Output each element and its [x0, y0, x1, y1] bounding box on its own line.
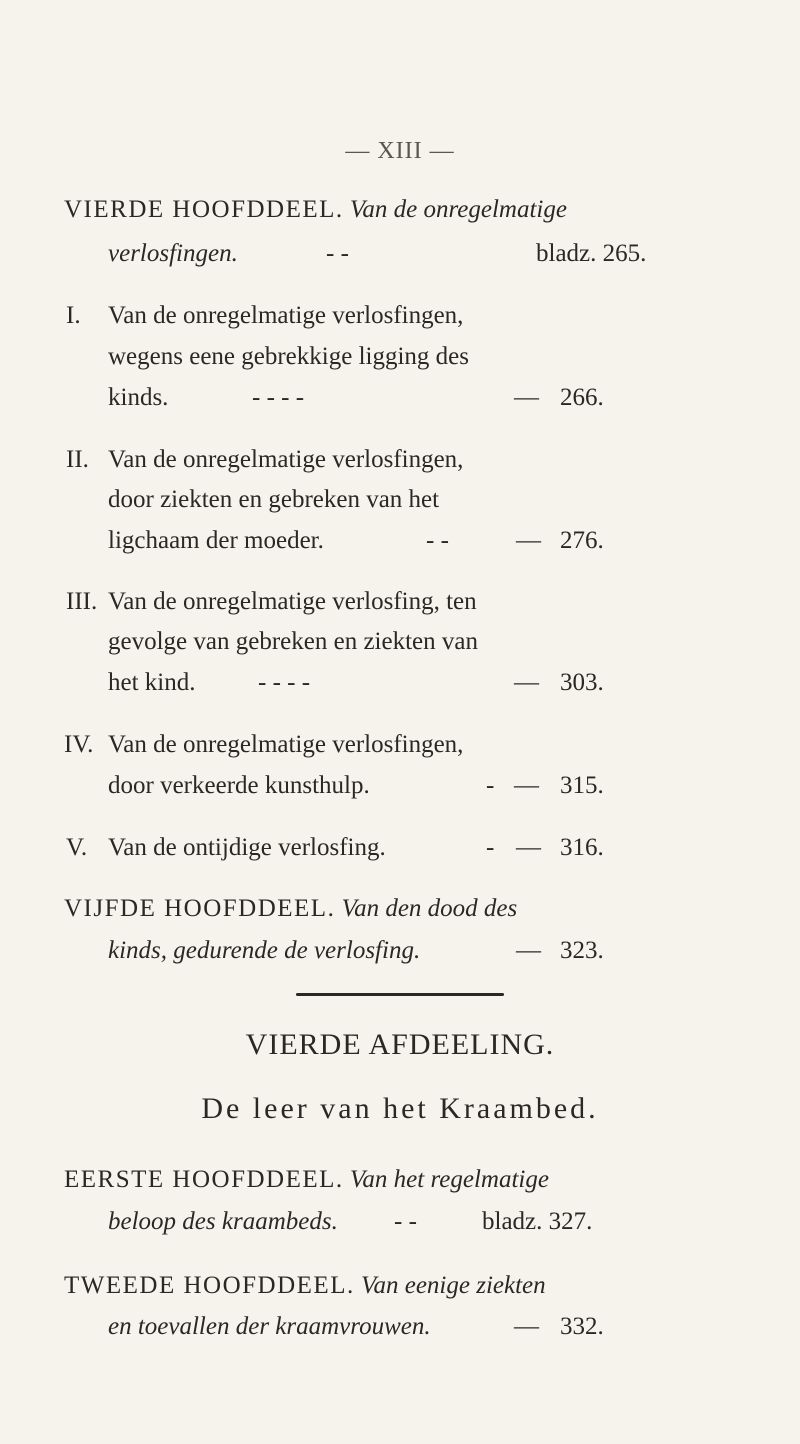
- chapter-title: Van de onregelmatige: [349, 196, 567, 223]
- em-dash: —: [514, 1313, 539, 1340]
- page-ref: 303.: [560, 669, 604, 696]
- chapter-label: EERSTE HOOFDDEEL.: [64, 1166, 344, 1193]
- leader-dashes: -: [486, 772, 495, 799]
- section-numeral: V.: [66, 834, 88, 861]
- section-numeral: III.: [66, 588, 98, 615]
- section-text: ligchaam der moeder.: [108, 527, 324, 554]
- page-number: — XIII —: [345, 138, 455, 164]
- section-text: kinds.: [108, 384, 169, 411]
- leader-dashes: - - - -: [258, 669, 311, 696]
- section-text: het kind.: [108, 669, 196, 696]
- page-ref: bladz. 327.: [482, 1208, 593, 1235]
- section-text: Van de ontijdige verlosfing.: [108, 834, 386, 861]
- section-text: Van de onregelmatige verlosfing, ten: [108, 588, 477, 615]
- page-ref: 315.: [560, 772, 604, 799]
- page-ref: 323.: [560, 937, 604, 964]
- chapter-title-cont: kinds, gedurende de verlosfing.: [108, 937, 421, 964]
- chapter-heading: [64, 894, 517, 924]
- em-dash: —: [516, 527, 541, 554]
- section-text: Van de onregelmatige verlosfingen,: [108, 731, 464, 758]
- em-dash: —: [514, 384, 539, 411]
- chapter-label: VIJFDE HOOFDDEEL.: [64, 895, 336, 922]
- em-dash: —: [514, 669, 539, 696]
- chapter-title: Van eenige ziekten: [360, 1272, 546, 1299]
- page-ref: bladz. 265.: [536, 240, 647, 267]
- page-ref: 266.: [560, 384, 604, 411]
- divider-rule: [296, 993, 504, 996]
- leader-dashes: - -: [394, 1208, 417, 1235]
- chapter-title: Van het regelmatige: [349, 1166, 549, 1193]
- leader-dashes: - - - -: [252, 384, 305, 411]
- leader-dashes: - -: [326, 240, 349, 267]
- division-subtitle: De leer van het Kraambed.: [201, 1092, 599, 1125]
- page-ref: 316.: [560, 834, 604, 861]
- section-text: gevolge van gebreken en ziekten van: [108, 628, 478, 655]
- page-ref: 276.: [560, 527, 604, 554]
- em-dash: —: [516, 834, 541, 861]
- page-ref: 332.: [560, 1313, 604, 1340]
- chapter-title-cont: verlosfingen.: [108, 240, 238, 267]
- chapter-heading: [64, 1165, 549, 1195]
- division-title: VIERDE AFDEELING.: [245, 1028, 555, 1061]
- chapter-title: Van den dood des: [341, 895, 518, 922]
- leader-dashes: -: [486, 834, 495, 861]
- section-numeral: I.: [66, 302, 81, 329]
- em-dash: —: [514, 772, 539, 799]
- section-text: wegens eene gebrekkige ligging des: [108, 343, 469, 370]
- section-text: Van de onregelmatige verlosfingen,: [108, 302, 464, 329]
- em-dash: —: [516, 937, 541, 964]
- section-numeral: II.: [66, 446, 89, 473]
- chapter-heading: [64, 195, 567, 225]
- section-text: door verkeerde kunsthulp.: [108, 772, 370, 799]
- chapter-label: TWEEDE HOOFDDEEL.: [64, 1272, 355, 1299]
- section-text: Van de onregelmatige verlosfingen,: [108, 446, 464, 473]
- chapter-heading: [64, 1271, 546, 1301]
- section-numeral: IV.: [64, 731, 94, 758]
- chapter-title-cont: beloop des kraambeds.: [108, 1208, 338, 1235]
- chapter-label: VIERDE HOOFDDEEL.: [64, 196, 344, 223]
- leader-dashes: - -: [426, 527, 449, 554]
- chapter-title-cont: en toevallen der kraamvrouwen.: [108, 1313, 431, 1340]
- section-text: door ziekten en gebreken van het: [108, 486, 440, 513]
